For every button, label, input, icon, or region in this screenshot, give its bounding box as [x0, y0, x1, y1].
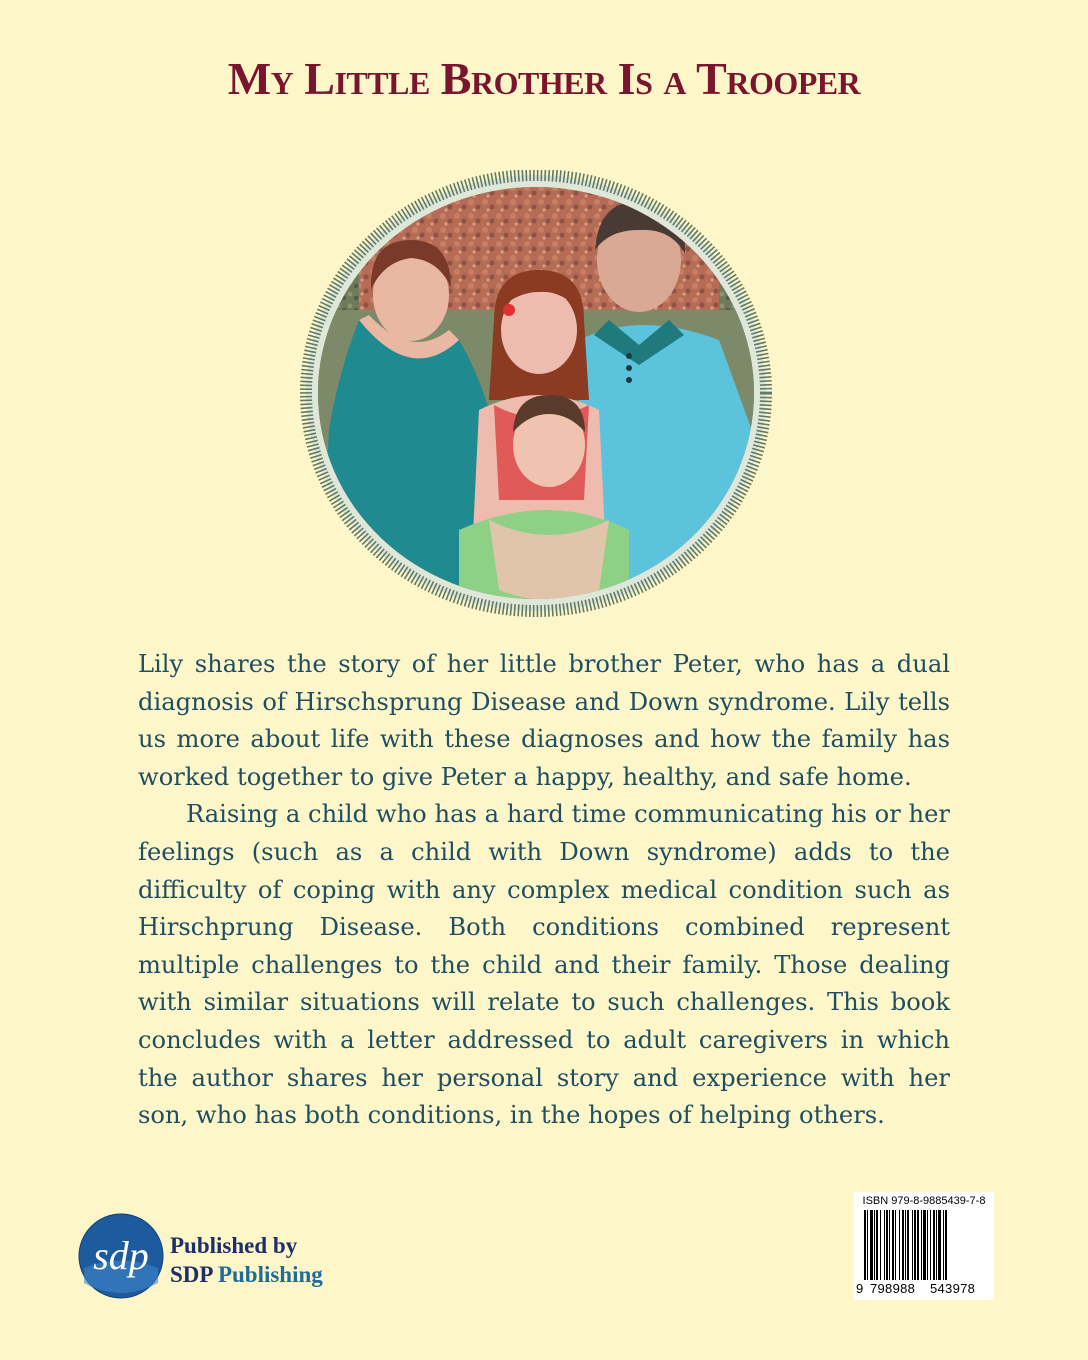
barcode-bar [889, 1210, 890, 1280]
description-paragraph-2: Raising a child who has a hard time communicating his or her feelings (such as a child with Down syndrome) adds to the difficulty of coping with any complex medical condition such as Hirschprung Disease. Both conditions combined represent multiple challenges to the child and their family. Those dealing with similar situations will relate to such challenges. This book concludes with a letter addressed to adult caregivers in which the author shares her personal story and experience with her son, who has both conditions, in the hopes of helping others. [138, 800, 950, 1130]
barcode-bar [917, 1210, 919, 1280]
publisher-name-sdp: SDP [170, 1262, 213, 1287]
barcode-bar [895, 1210, 896, 1280]
barcode-digit-group-1: 798988 [870, 1281, 916, 1296]
barcode-bar [905, 1210, 906, 1280]
isbn-label: ISBN 979-8-9885439-7-8 [862, 1195, 986, 1207]
barcode-bar [874, 1210, 875, 1280]
barcode-bar [886, 1210, 888, 1280]
sdp-publishing-logo [78, 1213, 164, 1299]
book-title: My Little Brother Is a Trooper [227, 53, 861, 104]
barcode-bar [892, 1210, 894, 1280]
back-cover-description [138, 646, 950, 1135]
barcode-bar [938, 1210, 941, 1280]
barcode-bar [912, 1210, 913, 1280]
barcode-bar [923, 1210, 926, 1280]
barcode-bar [907, 1210, 909, 1280]
barcode-bar [945, 1210, 947, 1280]
barcode-bar [902, 1210, 904, 1280]
barcode-bar [921, 1210, 922, 1280]
barcode-bar [930, 1210, 931, 1280]
barcode-bar [943, 1210, 944, 1280]
barcode-bar [933, 1210, 935, 1280]
publisher-block [78, 1213, 378, 1303]
barcode-bars [862, 1210, 986, 1282]
barcode-bar [870, 1210, 873, 1280]
published-by-label: Published by [170, 1233, 298, 1258]
publisher-name-publishing: Publishing [217, 1262, 323, 1287]
barcode-bar [876, 1210, 878, 1280]
barcode-bar [914, 1210, 916, 1280]
logo-letters: sdp [93, 1233, 149, 1278]
barcode-bar [899, 1210, 900, 1280]
barcode-bar [927, 1210, 928, 1280]
barcode-bar [867, 1210, 868, 1280]
barcode-lead-digit: 9 [856, 1281, 864, 1296]
barcode-digit-group-2: 543978 [930, 1281, 976, 1296]
barcode-bar [864, 1210, 866, 1280]
family-portrait-illustration [299, 170, 773, 617]
barcode-bar [880, 1210, 881, 1280]
description-paragraph-1: Lily shares the story of her little brother Peter, who has a dual diagnosis of Hirschsprung Disease and Down syndrome. Lily tells us more about life with these diagnoses and how the family has worked together to give Peter a happy, healthy, and safe home. [138, 650, 950, 791]
isbn-barcode [854, 1192, 994, 1300]
barcode-bar [884, 1210, 885, 1280]
publisher-text [170, 1231, 323, 1289]
barcode-bar [936, 1210, 937, 1280]
